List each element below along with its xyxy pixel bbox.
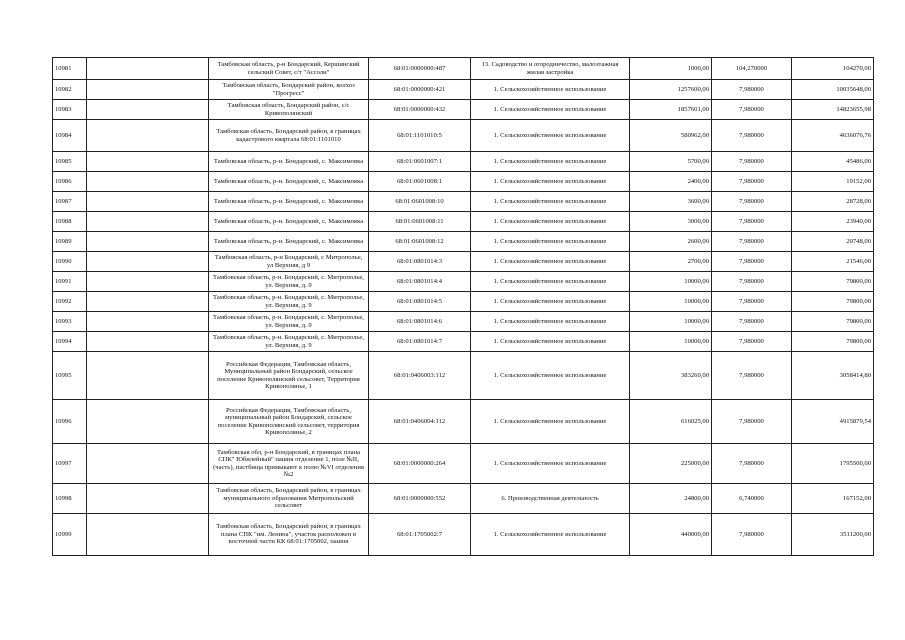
area-cell: 225000,00 [630, 444, 712, 484]
address-cell: Тамбовская область, р-н. Бондарский, с. Максимовка [209, 212, 369, 232]
spacer-cell [87, 232, 209, 252]
cadastral-value-cell: 167152,00 [792, 484, 874, 514]
cadastral-value-cell: 10035648,00 [792, 80, 874, 100]
cadastral-value-cell: 3058414,80 [792, 352, 874, 400]
address-cell: Тамбовская область, Бондарский район, с/с Кривополянский [209, 100, 369, 120]
spacer-cell [87, 152, 209, 172]
address-cell: Тамбовская область, Бондарский район, в границах кадастрового квартала 68:01:1101010 [209, 120, 369, 152]
address-cell: Тамбовская область, р-н Бондарский, с Митрополье, ул Верхняя, д 9 [209, 252, 369, 272]
specific-value-cell: 7,980000 [712, 400, 792, 444]
cadastral-value-cell: 79800,00 [792, 312, 874, 332]
table-row [53, 80, 874, 100]
row-number: 10981 [53, 58, 87, 80]
address-cell: Тамбовская область, р-н. Бондарский, с. Максимовка [209, 192, 369, 212]
cadastral-number-cell: 68:01:0000000:432 [369, 100, 471, 120]
table-row [53, 232, 874, 252]
address-cell: Тамбовская область, р-н Бондарский, Кершинский сельский Совет, с/т "Ассоли" [209, 58, 369, 80]
table-row [53, 312, 874, 332]
table-row [53, 514, 874, 556]
spacer-cell [87, 252, 209, 272]
table-row [53, 332, 874, 352]
land-use-cell: 1. Сельскохозяйственное использование [471, 400, 630, 444]
row-number: 10997 [53, 444, 87, 484]
row-number: 10988 [53, 212, 87, 232]
table-row [53, 444, 874, 484]
cadastral-value-cell: 79800,00 [792, 332, 874, 352]
area-cell: 10000,00 [630, 312, 712, 332]
table-row [53, 152, 874, 172]
table-row [53, 400, 874, 444]
specific-value-cell: 7,980000 [712, 212, 792, 232]
address-cell: Тамбовская область, р-н. Бондарский, с. Митрополье, ул. Верхняя, д. 9 [209, 332, 369, 352]
spacer-cell [87, 212, 209, 232]
spacer-cell [87, 80, 209, 100]
spacer-cell [87, 120, 209, 152]
spacer-cell [87, 292, 209, 312]
specific-value-cell: 7,980000 [712, 120, 792, 152]
land-cadastral-value-table [52, 57, 874, 556]
land-use-cell: 1. Сельскохозяйственное использование [471, 100, 630, 120]
table-row [53, 172, 874, 192]
row-number: 10983 [53, 100, 87, 120]
spacer-cell [87, 444, 209, 484]
row-number: 10993 [53, 312, 87, 332]
cadastral-number-cell: 68:01:0601008:10 [369, 192, 471, 212]
specific-value-cell: 7,980000 [712, 100, 792, 120]
spacer-cell [87, 352, 209, 400]
row-number: 10989 [53, 232, 87, 252]
land-use-cell: 1. Сельскохозяйственное использование [471, 192, 630, 212]
spacer-cell [87, 312, 209, 332]
address-cell: Тамбовская область, Бондарский район, в границах муниципального образования Митропольский сельсовет [209, 484, 369, 514]
land-use-cell: 1. Сельскохозяйственное использование [471, 352, 630, 400]
area-cell: 1257600,00 [630, 80, 712, 100]
area-cell: 5700,00 [630, 152, 712, 172]
area-cell: 3600,00 [630, 192, 712, 212]
specific-value-cell: 7,980000 [712, 252, 792, 272]
cadastral-number-cell: 68:01:0000000:264 [369, 444, 471, 484]
specific-value-cell: 7,980000 [712, 152, 792, 172]
cadastral-number-cell: 68:01:0801014:7 [369, 332, 471, 352]
address-cell: Российская Федерация, Тамбовская область, Муниципальный район Бондарский, сельское поселение Кривополянский сельсовет, Территория Кривополянье, 1 [209, 352, 369, 400]
area-cell: 580962,00 [630, 120, 712, 152]
cadastral-number-cell: 68:01:0801014:4 [369, 272, 471, 292]
cadastral-number-cell: 68:01:0000000:552 [369, 484, 471, 514]
area-cell: 2600,00 [630, 232, 712, 252]
row-number: 10995 [53, 352, 87, 400]
table-row [53, 292, 874, 312]
cadastral-value-cell: 4915879,54 [792, 400, 874, 444]
table-row [53, 484, 874, 514]
specific-value-cell: 6,740000 [712, 484, 792, 514]
area-cell: 10000,00 [630, 292, 712, 312]
spacer-cell [87, 400, 209, 444]
specific-value-cell: 7,980000 [712, 352, 792, 400]
table-row [53, 272, 874, 292]
cadastral-number-cell: 68:01:0000000:421 [369, 80, 471, 100]
row-number: 10999 [53, 514, 87, 556]
spacer-cell [87, 100, 209, 120]
address-cell: Тамбовская область, р-н. Бондарский, с. Максимовка [209, 152, 369, 172]
specific-value-cell: 7,980000 [712, 444, 792, 484]
specific-value-cell: 104,270000 [712, 58, 792, 80]
land-use-cell: 1. Сельскохозяйственное использование [471, 292, 630, 312]
specific-value-cell: 7,980000 [712, 232, 792, 252]
row-number: 10986 [53, 172, 87, 192]
cadastral-value-cell: 14823655,98 [792, 100, 874, 120]
address-cell: Российская Федерация, Тамбовская область, муниципальный район Бондарский, сельское поселение Кривополянский сельсовет, территория Кривополянье, 2 [209, 400, 369, 444]
spacer-cell [87, 484, 209, 514]
cadastral-value-cell: 79800,00 [792, 272, 874, 292]
area-cell: 3000,00 [630, 212, 712, 232]
address-cell: Тамбовская область, Бондарский район, колхоз "Прогресс" [209, 80, 369, 100]
cadastral-value-cell: 4636076,76 [792, 120, 874, 152]
area-cell: 2700,00 [630, 252, 712, 272]
cadastral-number-cell: 68:01:0601008:12 [369, 232, 471, 252]
address-cell: Тамбовская область, р-н. Бондарский, с. Митрополье, ул. Верхняя, д. 9 [209, 272, 369, 292]
specific-value-cell: 7,980000 [712, 272, 792, 292]
address-cell: Тамбовская область, р-н. Бондарский, с. Максимовка [209, 172, 369, 192]
table-row [53, 100, 874, 120]
row-number: 10996 [53, 400, 87, 444]
land-use-cell: 1. Сельскохозяйственное использование [471, 444, 630, 484]
row-number: 10985 [53, 152, 87, 172]
table-row [53, 58, 874, 80]
area-cell: 10000,00 [630, 332, 712, 352]
address-cell: Тамбовская обл, р-н Бондарский, в границах плана СПК" Юбилейный" пашня отделение 1, поле №II, (часть), пастбища примыкают к полю №VI отделения №2 [209, 444, 369, 484]
row-number: 10998 [53, 484, 87, 514]
land-use-cell: 6. Производственная деятельность [471, 484, 630, 514]
specific-value-cell: 7,980000 [712, 192, 792, 212]
table-row [53, 120, 874, 152]
land-use-cell: 1. Сельскохозяйственное использование [471, 332, 630, 352]
table-row [53, 212, 874, 232]
area-cell: 616025,00 [630, 400, 712, 444]
specific-value-cell: 7,980000 [712, 172, 792, 192]
address-cell: Тамбовская область, Бондарский район, в границах плана СПК "им. Ленина", участок расположен в восточной части КК 68:01:1705002, пашня [209, 514, 369, 556]
cadastral-value-cell: 19152,00 [792, 172, 874, 192]
table-row [53, 252, 874, 272]
area-cell: 383260,00 [630, 352, 712, 400]
spacer-cell [87, 514, 209, 556]
cadastral-value-cell: 1795500,00 [792, 444, 874, 484]
specific-value-cell: 7,980000 [712, 312, 792, 332]
cadastral-value-cell: 21546,00 [792, 252, 874, 272]
cadastral-number-cell: 68:01:1101010:5 [369, 120, 471, 152]
specific-value-cell: 7,980000 [712, 292, 792, 312]
cadastral-value-cell: 45486,00 [792, 152, 874, 172]
spacer-cell [87, 58, 209, 80]
cadastral-number-cell: 68:01:0801014:5 [369, 292, 471, 312]
area-cell: 1857601,00 [630, 100, 712, 120]
row-number: 10994 [53, 332, 87, 352]
cadastral-value-cell: 104270,00 [792, 58, 874, 80]
area-cell: 440000,00 [630, 514, 712, 556]
address-cell: Тамбовская область, р-н. Бондарский, с. Максимовка [209, 232, 369, 252]
cadastral-number-cell: 68:01:0601008:11 [369, 212, 471, 232]
spacer-cell [87, 332, 209, 352]
cadastral-number-cell: 68:01:0601008:1 [369, 172, 471, 192]
specific-value-cell: 7,980000 [712, 80, 792, 100]
row-number: 10987 [53, 192, 87, 212]
cadastral-number-cell: 68:01:0601007:1 [369, 152, 471, 172]
land-use-cell: 1. Сельскохозяйственное использование [471, 212, 630, 232]
area-cell: 10000,00 [630, 272, 712, 292]
cadastral-number-cell: 68:01:0000000:487 [369, 58, 471, 80]
table-row [53, 192, 874, 212]
specific-value-cell: 7,980000 [712, 332, 792, 352]
row-number: 10990 [53, 252, 87, 272]
cadastral-number-cell: 68:01:0801014:3 [369, 252, 471, 272]
land-use-cell: 1. Сельскохозяйственное использование [471, 312, 630, 332]
row-number: 10991 [53, 272, 87, 292]
row-number: 10984 [53, 120, 87, 152]
spacer-cell [87, 192, 209, 212]
address-cell: Тамбовская область, р-н. Бондарский, с. Митрополье, ул. Верхняя, д. 9 [209, 292, 369, 312]
cadastral-value-cell: 79800,00 [792, 292, 874, 312]
land-use-cell: 1. Сельскохозяйственное использование [471, 272, 630, 292]
land-use-cell: 1. Сельскохозяйственное использование [471, 232, 630, 252]
cadastral-number-cell: 68:01:0801014:6 [369, 312, 471, 332]
table-body [53, 58, 874, 556]
land-use-cell: 13. Садоводство и огородничество, малоэтажная жилая застройка [471, 58, 630, 80]
area-cell: 24800,00 [630, 484, 712, 514]
land-use-cell: 1. Сельскохозяйственное использование [471, 80, 630, 100]
specific-value-cell: 7,980000 [712, 514, 792, 556]
row-number: 10982 [53, 80, 87, 100]
spacer-cell [87, 272, 209, 292]
area-cell: 1000,00 [630, 58, 712, 80]
land-use-cell: 1. Сельскохозяйственное использование [471, 252, 630, 272]
land-use-cell: 1. Сельскохозяйственное использование [471, 152, 630, 172]
row-number: 10992 [53, 292, 87, 312]
cadastral-number-cell: 68:01:0406003:112 [369, 352, 471, 400]
land-use-cell: 1. Сельскохозяйственное использование [471, 172, 630, 192]
address-cell: Тамбовская область, р-н. Бондарский, с. Митрополье, ул. Верхняя, д. 9 [209, 312, 369, 332]
table-row [53, 352, 874, 400]
cadastral-value-cell: 3511200,00 [792, 514, 874, 556]
cadastral-number-cell: 68:01:1705002:7 [369, 514, 471, 556]
area-cell: 2400,00 [630, 172, 712, 192]
land-use-cell: 1. Сельскохозяйственное использование [471, 120, 630, 152]
land-use-cell: 1. Сельскохозяйственное использование [471, 514, 630, 556]
cadastral-value-cell: 20748,00 [792, 232, 874, 252]
cadastral-value-cell: 28728,00 [792, 192, 874, 212]
spacer-cell [87, 172, 209, 192]
cadastral-number-cell: 68:01:0406004:112 [369, 400, 471, 444]
cadastral-value-cell: 23940,00 [792, 212, 874, 232]
